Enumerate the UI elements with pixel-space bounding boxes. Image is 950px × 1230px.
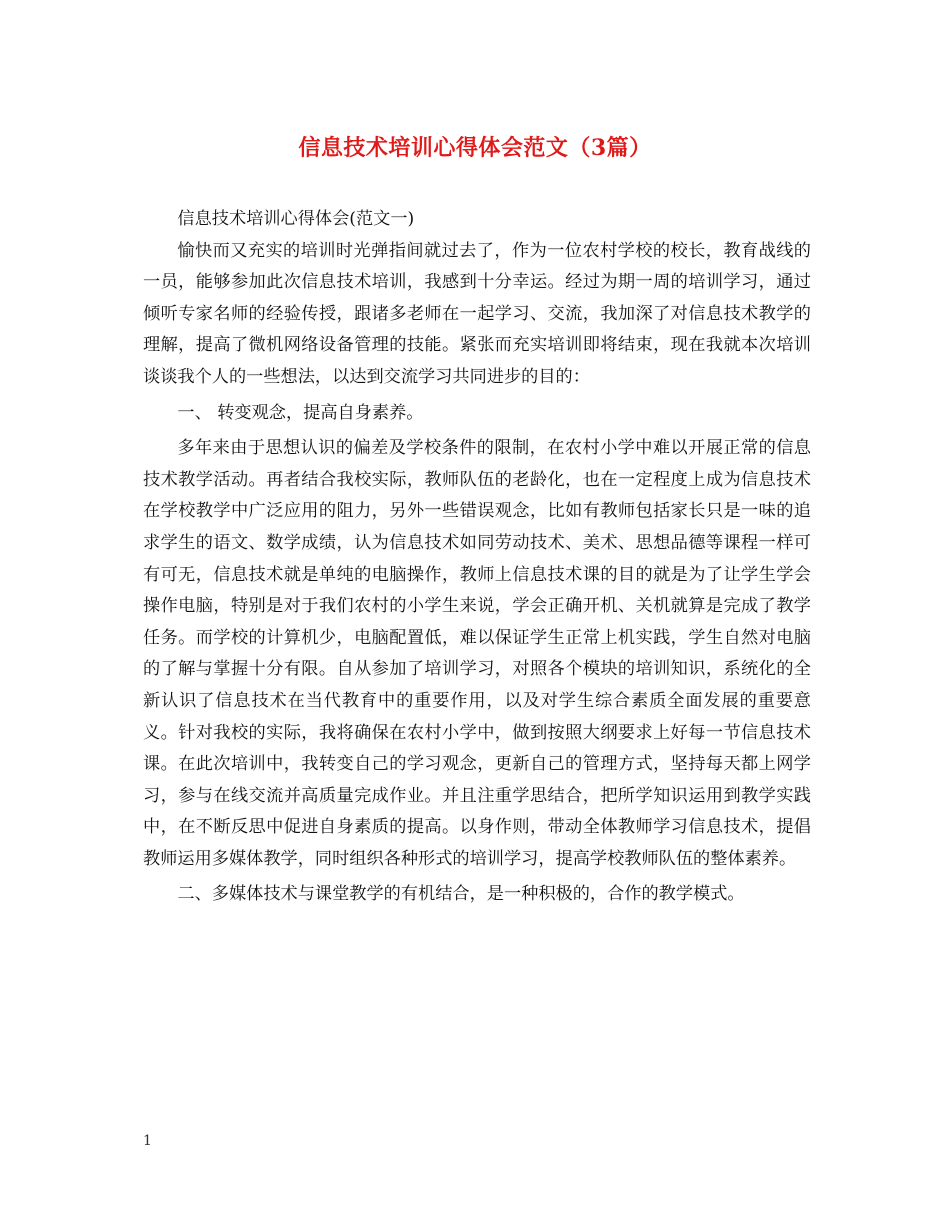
page-number: 1 [143,1133,152,1149]
document-title: 信息技术培训心得体会范文（3篇） [298,135,652,161]
section-heading-1: 一、 转变观念，提高自身素养。 [177,402,424,423]
document-body [143,204,811,915]
subtitle-paragraph: 信息技术培训心得体会(范文一) [177,209,415,229]
intro-paragraph: 愉快而又充实的培训时光弹指间就过去了，作为一位农村学校的校长，教育战线的一员，能够参加此次信息技术培训，我感到十分幸运。经过为期一周的培训学习，通过倾听专家名师的经验传授，跟诸多老师在一起学习、交流，我加深了对信息技术教学的理解，提高了微机网络设备管理的技能。紧张而充实培训即将结束，现在我就本次培训谈谈我个人的一些想法，以达到交流学习共同进步的目的： [143,240,811,387]
body-paragraph: 多年来由于思想认识的偏差及学校条件的限制，在农村小学中难以开展正常的信息技术教学活动。再者结合我校实际，教师队伍的老龄化，也在一定程度上成为信息技术在学校教学中广泛应用的阻力，另外一些错误观念，比如有教师包括家长只是一味的追求学生的语文、数学成绩，认为信息技术如同劳动技术、美术、思想品德等课程一样可有可无，信息技术就是单纯的电脑操作，教师上信息技术课的目的就是为了让学生学会操作电脑，特别是对于我们农村的小学生来说，学会正确开机、关机就算是完成了教学任务。而学校的计算机少，电脑配置低，难以保证学生正常上机实践，学生自然对电脑的了解与掌握十分有限。自从参加了培训学习，对照各个模块的培训知识，系统化的全新认识了信息技术在当代教育中的重要作用，以及对学生综合素质全面发展的重要意义。针对我校的实际，我将确保在农村小学中，做到按照大纲要求上好每一节信息技术课。在此次培训中，我转变自己的学习观念，更新自己的管理方式，坚持每天都上网学习，参与在线交流并高质量完成作业。并且注重学思结合，把所学知识运用到教学实践中，在不断反思中促进自身素质的提高。以身作则，带动全体教师学习信息技术，提倡教师运用多媒体教学，同时组织各种形式的培训学习，提高学校教师队伍的整体素养。 [143,438,811,869]
section-heading-2: 二、多媒体技术与课堂教学的有机结合，是一种积极的，合作的教学模式。 [177,884,745,905]
